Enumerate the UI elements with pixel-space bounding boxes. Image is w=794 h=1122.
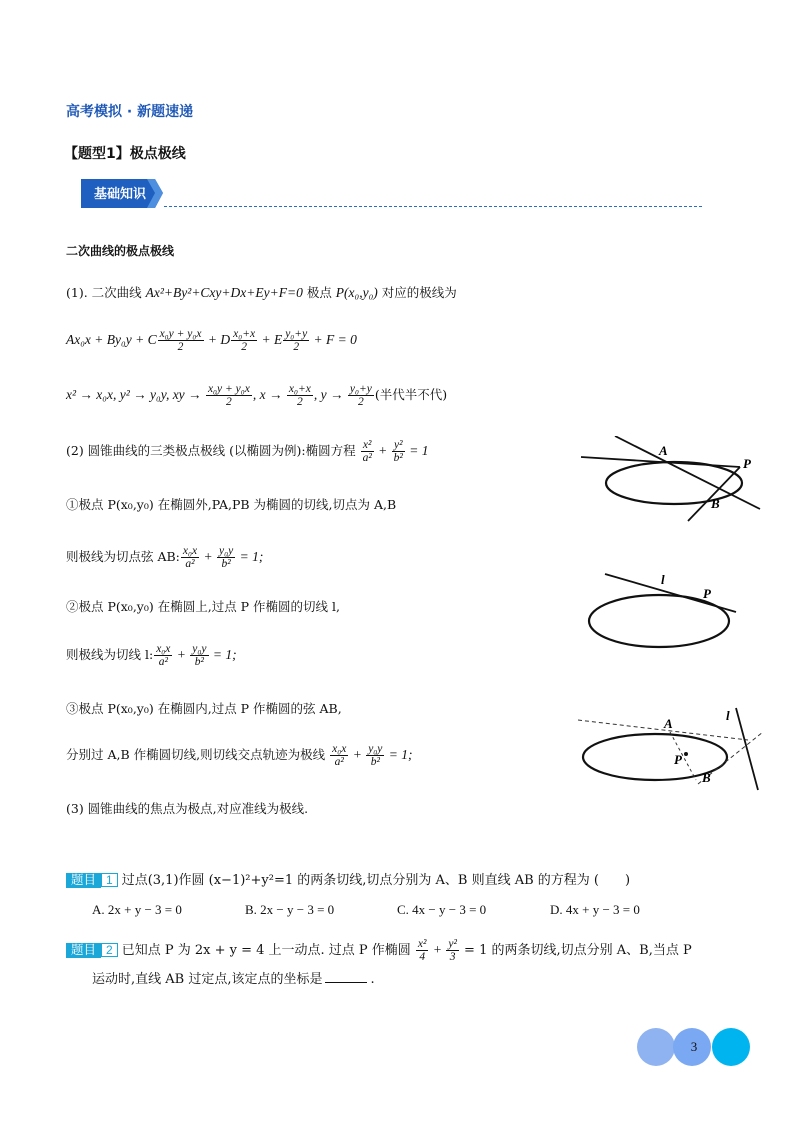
rule-part2: , x → (252, 387, 286, 403)
header-title: 高考模拟 · 新题速递 (66, 104, 194, 120)
section-divider (164, 206, 702, 207)
fig3-label-l: l (726, 708, 730, 723)
q1-label: 题目 (66, 873, 101, 888)
case3-frac-a (330, 743, 348, 768)
polar-part3: + E (258, 332, 283, 348)
fig1-label-p: P (743, 456, 751, 471)
p2-text: (2) 圆锥曲线的三类极点极线 (以椭圆为例):椭圆方程 (66, 443, 360, 459)
q2-frac-b (446, 938, 459, 963)
case3-frac-b-den: b² (370, 756, 380, 769)
case2-line2 (66, 643, 237, 668)
rule-frac2-num: x₀+x (288, 383, 311, 395)
fig3-label-a: A (664, 716, 673, 731)
polar-part2: + D (204, 332, 231, 348)
figure-pole-outside (575, 436, 765, 526)
polar-frac2 (231, 328, 257, 353)
p1-point: P(x₀,y₀) (335, 285, 378, 300)
polar-part4: + F = 0 (310, 332, 357, 348)
case1-frac-a (181, 545, 199, 570)
rule-frac3-den: 2 (357, 396, 364, 409)
q1-option-a[interactable]: A. 2x + y − 3 = 0 (92, 902, 182, 917)
p3-line: (3) 圆锥曲线的焦点为极点,对应准线为极线. (66, 801, 309, 816)
rule-frac2-den: 2 (296, 396, 303, 409)
figure-pole-on (585, 568, 745, 653)
type-title: 【题型1】极点极线 (64, 146, 186, 162)
question-1 (66, 873, 630, 888)
page-number: 3 (690, 1039, 698, 1054)
p2-frac-b-den: b² (393, 452, 403, 465)
polar-frac3-num: y₀+y (285, 328, 308, 340)
q2-frac-b-num: y² (448, 938, 457, 950)
fig3-label-b: B (702, 770, 711, 785)
replace-rule (66, 383, 447, 408)
fig3-label-p: P (674, 752, 682, 767)
case1-plus: + (200, 549, 216, 565)
case1-frac-b-den: b² (221, 558, 231, 571)
case2-line1: ②极点 P(x₀,y₀) 在椭圆上,过点 P 作椭圆的切线 l, (66, 599, 340, 614)
q2-text-after: = 1 的两条切线,切点分别 A、B,当点 P (459, 943, 692, 959)
q1-text: 过点(3,1)作圆 (x−1)²+y²=1 的两条切线,切点分别为 A、B 则直线 AB 的方程为 ( ) (121, 873, 631, 888)
q2-frac-a-num: x² (417, 938, 427, 950)
p2-plus: + (374, 443, 391, 459)
q2-frac-b-den: 3 (449, 951, 456, 964)
q2-text-before: 已知点 P 为 2x + y = 4 上一动点. 过点 P 作椭圆 (121, 943, 415, 959)
polar-frac3 (283, 328, 309, 353)
case2-frac-b-num: y₀y (192, 643, 207, 655)
polar-frac1-num: x₀y + y₀x (159, 328, 202, 340)
case3-frac-b-num: y₀y (368, 743, 383, 755)
question-2-line2 (92, 973, 375, 986)
case1-line2-text: 则极线为切点弦 AB: (66, 549, 180, 565)
case3-frac-a-den: a² (334, 756, 344, 769)
polar-frac3-den: 2 (293, 341, 300, 354)
section-title: 二次曲线的极点极线 (66, 244, 175, 258)
p2-line (66, 439, 429, 464)
case2-frac-b-den: b² (194, 656, 204, 669)
rule-frac2 (287, 383, 313, 408)
p2-frac-b (392, 439, 405, 464)
case1-frac-a-den: a² (185, 558, 195, 571)
q2-num: 2 (101, 943, 118, 957)
case2-frac-a-num: x₀x (156, 643, 171, 655)
fig2-label-l: l (661, 572, 665, 587)
basic-tag-label: 基础知识 (94, 187, 147, 202)
case3-line2-text: 分别过 A,B 作椭圆切线,则切线交点轨迹为极线 (66, 747, 330, 763)
p1-equation: Ax²+By²+Cxy+Dx+Ey+F=0 (145, 285, 303, 300)
rule-frac3-num: y₀+y (349, 383, 372, 395)
rule-part1: x² → x₀x, y² → y₀y, xy → (66, 387, 205, 403)
p2-frac-a-num: x² (361, 439, 374, 452)
q2-line2-after: . (370, 972, 375, 987)
p2-frac-b-num: y² (392, 439, 405, 452)
q2-plus: + (429, 942, 446, 958)
case1-frac-b-num: y₀y (219, 545, 234, 557)
polar-frac1-den: 2 (177, 341, 184, 354)
case2-frac-b (190, 643, 208, 668)
q2-answer-blank[interactable] (325, 982, 367, 983)
p1-line (66, 286, 457, 300)
q2-line2-before: 运动时,直线 AB 过定点,该定点的坐标是 (92, 972, 323, 987)
fig2-label-p: P (703, 586, 711, 601)
case3-eq: = 1; (385, 747, 413, 763)
case2-eq: = 1; (209, 647, 237, 663)
fig1-label-a: A (659, 443, 668, 458)
q2-frac-a-den: 4 (419, 951, 426, 964)
p1-suffix: 对应的极线为 (377, 285, 457, 300)
p2-eq: = 1 (405, 443, 429, 459)
case3-frac-b (366, 743, 384, 768)
polar-frac2-den: 2 (241, 341, 247, 354)
question-2 (66, 938, 692, 963)
p1-middle: 极点 (302, 285, 336, 300)
polar-frac2-num: x₀+x (233, 328, 256, 340)
p1-prefix: (1). 二次曲线 (66, 285, 146, 300)
rule-part3: , y → (313, 387, 347, 403)
polar-equation (66, 328, 357, 353)
case2-plus: + (173, 647, 190, 663)
p2-frac-a-den: a² (362, 452, 372, 465)
rule-frac3 (348, 383, 374, 408)
fig1-label-b: B (711, 496, 720, 511)
case1-eq: = 1; (236, 549, 264, 565)
case2-frac-a-den: a² (158, 656, 168, 669)
p2-frac-a (361, 439, 374, 464)
q2-frac-a (416, 938, 429, 963)
case3-line1: ③极点 P(x₀,y₀) 在椭圆内,过点 P 作椭圆的弦 AB, (66, 701, 342, 716)
case3-line2 (66, 743, 413, 768)
figure-pole-inside (578, 702, 768, 802)
q2-label: 题目 (66, 943, 101, 958)
case2-line2-text: 则极线为切线 l: (66, 647, 154, 663)
case3-plus: + (349, 747, 366, 763)
q1-num: 1 (101, 873, 118, 887)
q1-option-c[interactable]: C. 4x − y − 3 = 0 (397, 902, 487, 917)
rule-frac1 (206, 383, 252, 408)
case1-frac-b (217, 545, 235, 570)
case1-line1: ①极点 P(x₀,y₀) 在椭圆外,PA,PB 为椭圆的切线,切点为 A,B (66, 497, 397, 512)
case1-frac-a-num: x₀x (182, 545, 198, 557)
polar-part1: Ax₀x + By₀y + C (66, 332, 157, 348)
case1-line2 (66, 545, 263, 570)
rule-note: (半代半不代) (374, 387, 448, 403)
rule-frac1-num: x₀y + y₀x (207, 383, 250, 395)
q1-option-d[interactable]: D. 4x + y − 3 = 0 (550, 902, 640, 917)
q1-option-b[interactable]: B. 2x − y − 3 = 0 (245, 902, 335, 917)
rule-frac1-den: 2 (226, 396, 232, 409)
polar-frac1 (158, 328, 204, 353)
case3-frac-a-num: x₀x (332, 743, 347, 755)
case2-frac-a (154, 643, 172, 668)
